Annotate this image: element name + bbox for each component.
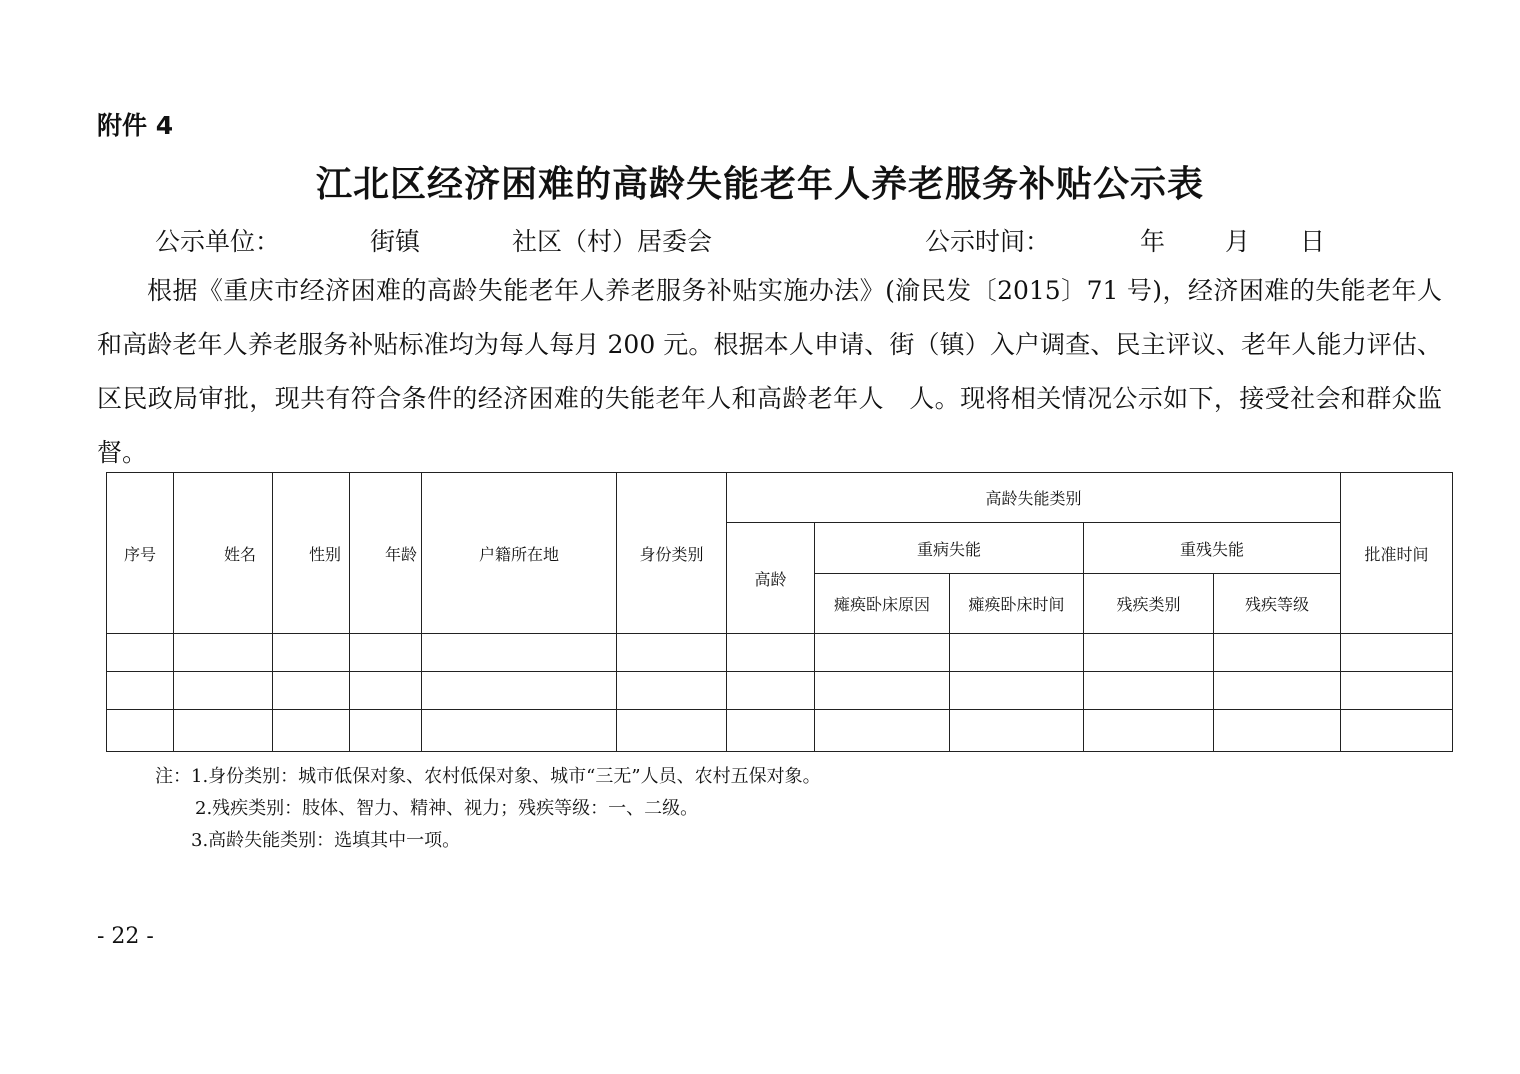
table-cell — [1084, 672, 1214, 710]
table-cell — [1214, 672, 1341, 710]
table-cell — [273, 634, 350, 672]
table-cell — [1214, 710, 1341, 752]
header-bed-reason: 瘫痪卧床原因 — [815, 574, 950, 634]
table-cell — [422, 634, 617, 672]
table-cell — [422, 710, 617, 752]
header-bed-time: 瘫痪卧床时间 — [950, 574, 1084, 634]
header-disability-group: 重残失能 — [1084, 523, 1341, 574]
header-elderly: 高龄 — [727, 523, 815, 634]
table-cell — [107, 634, 174, 672]
table-cell — [1084, 710, 1214, 752]
table-cell — [815, 672, 950, 710]
table-cell — [617, 634, 727, 672]
header-name: 姓名 — [174, 473, 273, 634]
table-cell — [1341, 710, 1453, 752]
table-cell — [1341, 672, 1453, 710]
page-title: 江北区经济困难的高龄失能老年人养老服务补贴公示表 — [315, 163, 1204, 205]
header-household: 户籍所在地 — [422, 473, 617, 634]
table-cell — [727, 710, 815, 752]
year-label: 年 — [1140, 227, 1166, 256]
table-cell — [174, 672, 273, 710]
table-cell — [1214, 634, 1341, 672]
table-cell — [815, 710, 950, 752]
header-illness-group: 重病失能 — [815, 523, 1084, 574]
header-category-group: 高龄失能类别 — [727, 473, 1341, 523]
day-label: 日 — [1300, 227, 1326, 256]
month-label: 月 — [1225, 227, 1251, 256]
table-cell — [1341, 634, 1453, 672]
community-label: 社区（村）居委会 — [512, 227, 713, 256]
table-cell — [107, 672, 174, 710]
table-cell — [815, 634, 950, 672]
subsidy-table — [106, 472, 1453, 752]
table-cell — [950, 672, 1084, 710]
table-cell — [174, 710, 273, 752]
header-seq: 序号 — [107, 473, 174, 634]
table-cell — [273, 710, 350, 752]
table-cell — [350, 710, 422, 752]
note-category: 3.高龄失能类别：选填其中一项。 — [191, 830, 461, 851]
publish-unit-label: 公示单位： — [155, 227, 281, 256]
publish-time-label: 公示时间： — [925, 227, 1051, 256]
table-cell — [617, 710, 727, 752]
table-cell — [1084, 634, 1214, 672]
header-disability-type: 残疾类别 — [1084, 574, 1214, 634]
table-cell — [727, 634, 815, 672]
header-age: 年龄 — [350, 473, 422, 634]
page-number: - 22 - — [97, 924, 154, 949]
street-label: 街镇 — [370, 227, 421, 256]
table-cell — [727, 672, 815, 710]
note-disability: 2.残疾类别：肢体、智力、精神、视力；残疾等级：一、二级。 — [195, 798, 699, 819]
table-cell — [950, 710, 1084, 752]
header-approval: 批准时间 — [1341, 473, 1453, 634]
table-cell — [950, 634, 1084, 672]
table-cell — [273, 672, 350, 710]
table-row — [107, 710, 1453, 752]
table-cell — [107, 710, 174, 752]
table-cell — [617, 672, 727, 710]
table-cell — [422, 672, 617, 710]
header-gender: 性别 — [273, 473, 350, 634]
header-identity: 身份类别 — [617, 473, 727, 634]
attachment-label: 附件 4 — [97, 111, 174, 140]
table-cell — [350, 672, 422, 710]
intro-paragraph: 根据《重庆市经济困难的高龄失能老年人养老服务补贴实施办法》(渝民发〔2015〕71 号)，经济困难的失能老年人和高龄老年人养老服务补贴标准均为每人每月 200 元。根据本人申请、街（镇）入户调查、民主评议、老年人能力评估、区民政局审批，现共有符合条件的经济困难的失能老年人和高龄老年人 人。现将相关情况公示如下，接受社会和群众监督。 — [97, 276, 1442, 467]
note-identity: 注：1.身份类别：城市低保对象、农村低保对象、城市“三无”人员、农村五保对象。 — [155, 766, 821, 787]
table-row — [107, 672, 1453, 710]
table-row — [107, 634, 1453, 672]
table-cell — [350, 634, 422, 672]
header-disability-level: 残疾等级 — [1214, 574, 1341, 634]
table-cell — [174, 634, 273, 672]
